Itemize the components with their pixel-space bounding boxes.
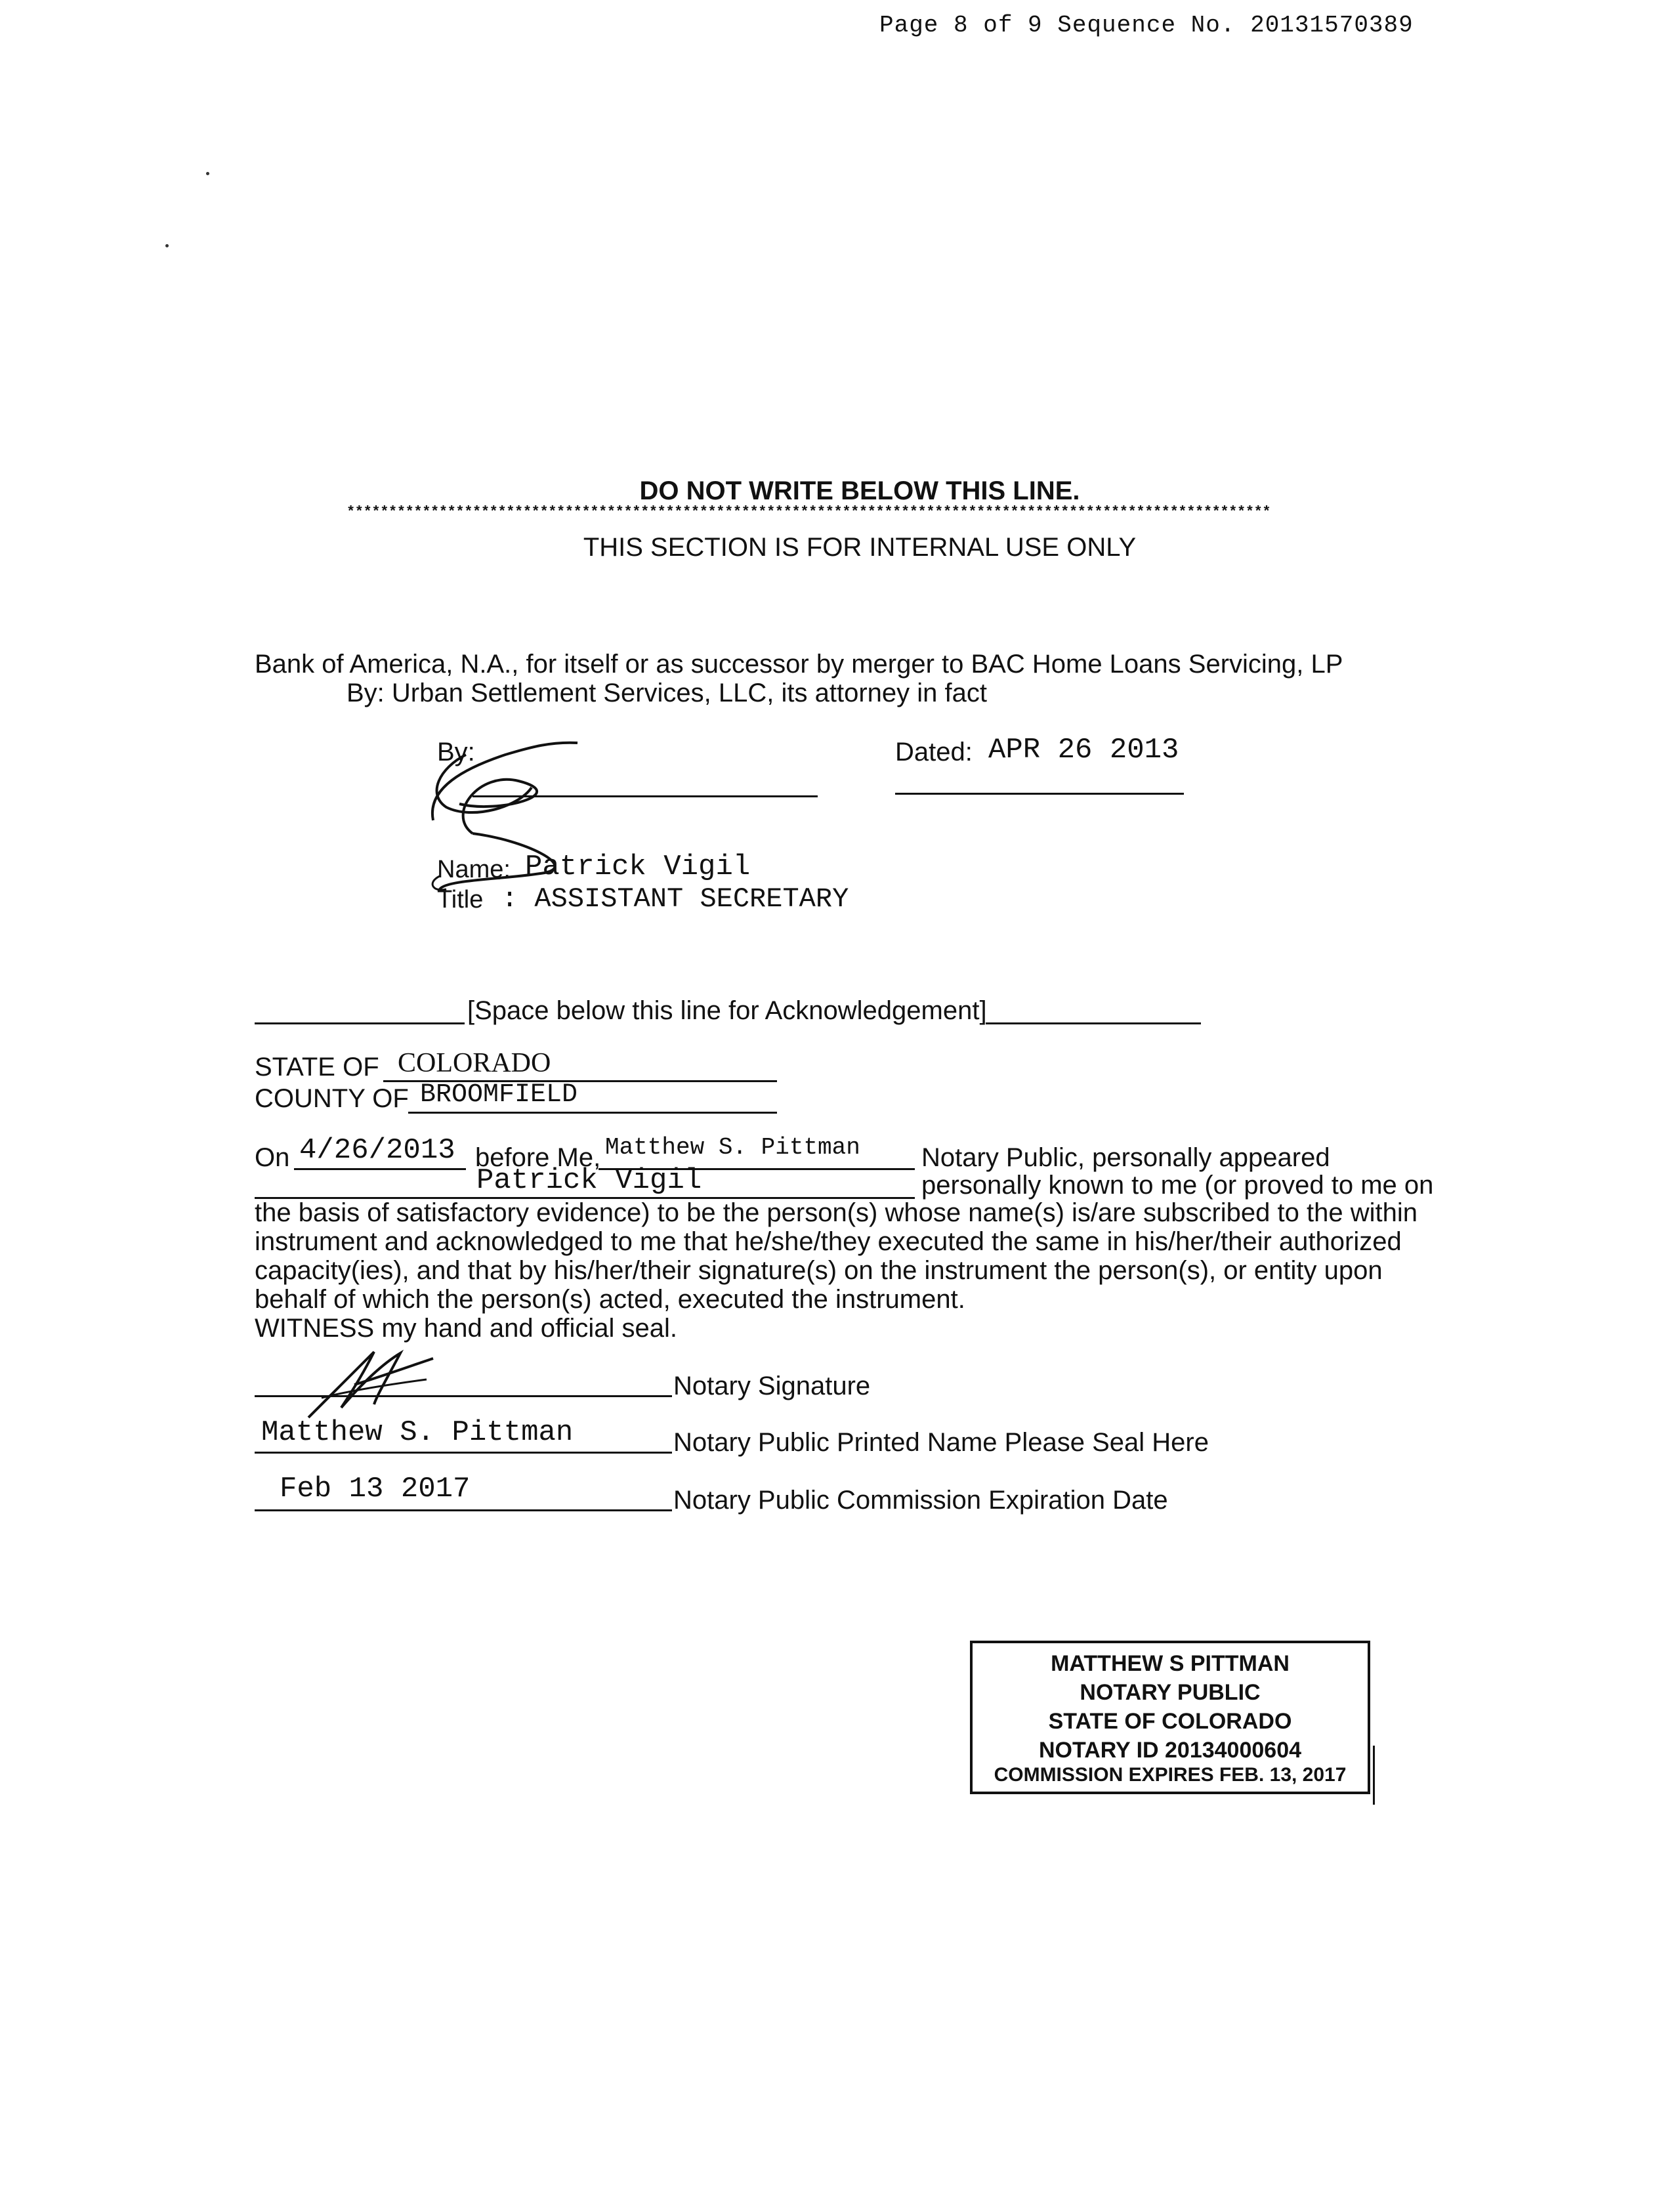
county-line bbox=[408, 1112, 777, 1114]
acknowledgement-space-label: [Space below this line for Acknowledgement] bbox=[467, 996, 987, 1025]
state-value: COLORADO bbox=[398, 1048, 551, 1078]
patrick-vigil-signature bbox=[420, 742, 591, 899]
ack-body-line-2: instrument and acknowledged to me that he/she/they executed the same in his/her/their authorized bbox=[255, 1227, 1402, 1256]
personally-appeared-text: Notary Public, personally appeared bbox=[921, 1143, 1330, 1172]
ack-line-right bbox=[986, 1022, 1201, 1024]
seal-line-expiry: COMMISSION EXPIRES FEB. 13, 2017 bbox=[994, 1764, 1347, 1786]
notary-signature-line bbox=[255, 1395, 672, 1397]
scan-speck bbox=[206, 172, 209, 175]
notary-printed-name-value: Matthew S. Pittman bbox=[261, 1416, 574, 1449]
state-label: STATE OF bbox=[255, 1053, 379, 1082]
title-value: : ASSISTANT SECRETARY bbox=[501, 883, 849, 915]
commission-expiration-value: Feb 13 2017 bbox=[280, 1473, 471, 1505]
notary-printed-name-label: Notary Public Printed Name Please Seal Here bbox=[673, 1428, 1209, 1457]
personally-known-text: personally known to me (or proved to me on bbox=[921, 1171, 1434, 1200]
before-me-label: before Me, bbox=[475, 1143, 601, 1172]
notary-signature-label: Notary Signature bbox=[673, 1372, 871, 1400]
asterisk-divider: ************************************************************************************************************** bbox=[346, 504, 1271, 520]
ack-body-line-4: behalf of which the person(s) acted, executed the instrument. bbox=[255, 1285, 965, 1314]
notary-signature bbox=[302, 1345, 446, 1424]
grantor-line-1: Bank of America, N.A., for itself or as successor by merger to BAC Home Loans Servicing, LP bbox=[255, 650, 1343, 679]
do-not-write-heading: DO NOT WRITE BELOW THIS LINE. bbox=[639, 476, 1080, 505]
notary-seal-stamp bbox=[970, 1641, 1370, 1794]
seal-line-name: MATTHEW S PITTMAN bbox=[1051, 1651, 1290, 1676]
ack-body-line-1: the basis of satisfactory evidence) to be the person(s) whose name(s) is/are subscribed to the within bbox=[255, 1198, 1418, 1227]
seal-line-id: NOTARY ID 20134000604 bbox=[1038, 1738, 1302, 1763]
county-value: BROOMFIELD bbox=[420, 1080, 578, 1110]
dated-label: Dated: bbox=[895, 738, 973, 766]
appeared-person-value: Patrick Vigil bbox=[476, 1164, 702, 1197]
ack-date-line bbox=[294, 1168, 466, 1170]
ack-line-left bbox=[255, 1022, 465, 1024]
internal-use-notice: THIS SECTION IS FOR INTERNAL USE ONLY bbox=[583, 533, 1137, 562]
commission-expiration-label: Notary Public Commission Expiration Date bbox=[673, 1486, 1168, 1515]
ack-date-value: 4/26/2013 bbox=[299, 1134, 455, 1167]
commission-expiration-line bbox=[255, 1509, 672, 1511]
dated-value: APR 26 2013 bbox=[988, 734, 1179, 766]
scan-speck bbox=[165, 244, 169, 247]
on-label: On bbox=[255, 1143, 290, 1172]
dated-line bbox=[895, 793, 1184, 795]
stamp-edge-mark bbox=[1373, 1746, 1375, 1805]
name-label: Name: bbox=[437, 856, 511, 883]
county-label: COUNTY OF bbox=[255, 1084, 409, 1113]
witness-line: WITNESS my hand and official seal. bbox=[255, 1314, 677, 1343]
grantor-line-2: By: Urban Settlement Services, LLC, its attorney in fact bbox=[346, 679, 987, 707]
notary-name-value: Matthew S. Pittman bbox=[605, 1134, 860, 1161]
title-label: Title bbox=[437, 886, 484, 914]
by-label: By: bbox=[437, 738, 475, 766]
seal-line-state: STATE OF COLORADO bbox=[1048, 1709, 1292, 1734]
notary-printed-name-line bbox=[255, 1452, 672, 1454]
page-sequence-header: Page 8 of 9 Sequence No. 20131570389 bbox=[879, 12, 1414, 39]
name-value: Patrick Vigil bbox=[525, 850, 751, 883]
seal-line-title: NOTARY PUBLIC bbox=[1080, 1680, 1261, 1705]
ack-body-line-3: capacity(ies), and that by his/her/their signature(s) on the instrument the person(s), or entity upon bbox=[255, 1256, 1383, 1285]
